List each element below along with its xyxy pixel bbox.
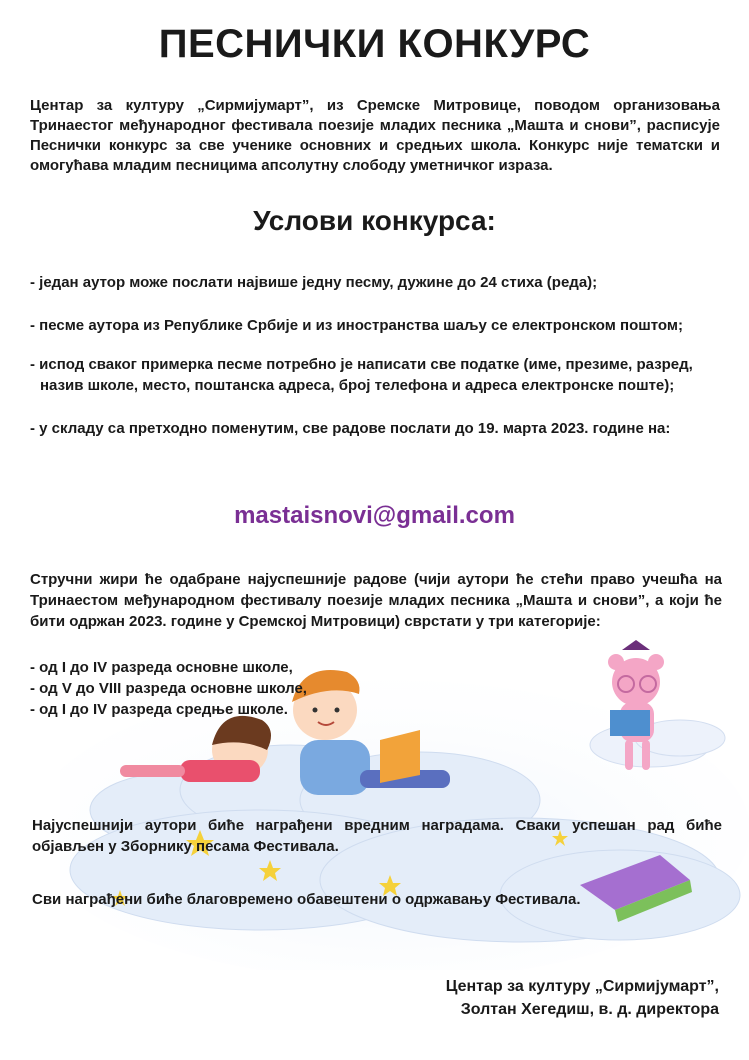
page-title: ПЕСНИЧКИ КОНКУРС [158, 22, 591, 66]
signature-director: Золтан Хегедиш, в. д. директора [460, 1001, 719, 1018]
category-item: - од I до IV разреда основне школе, [30, 659, 293, 676]
condition-item: - један аутор може послати највише једну песму, дужине до 24 стиха (реда); [30, 274, 598, 291]
category-item: - од I до IV разреда средње школе. [30, 701, 288, 718]
signature-block [446, 975, 719, 1021]
jury-paragraph: Стручни жири ће одабране најуспешније радове (чији аутори ће стећи право учешћа на Тринаестом међународном фестивалу поезије младих песника „Машта и снови”, а који ће бити одржан 2023. године у Сремској Митровици) сврстати у три категорије: [30, 571, 722, 630]
notification-paragraph: Сви награђени биће благовремено обавештени о одржавању Фестивала. [32, 891, 581, 908]
signature-organization: Центар за културу „Сирмијумарт”, [445, 978, 719, 995]
intro-paragraph: Центар за културу „Сирмијумарт”, из Сремске Митровице, поводом организовања Тринаестог међународног фестивала поезије младих песника „Машта и снови”, расписује Песнички конкурс за све ученике основних и средњих школа. Конкурс није тематски и омогућава младим песницима апсолутну слободу уметничког израза. [30, 97, 720, 174]
category-item: - од V до VIII разреда основне школе, [30, 680, 307, 697]
condition-item: - у складу са претходно поменутим, све радове послати до 19. марта 2023. године на: [30, 420, 671, 437]
awards-paragraph: Најуспешнији аутори биће награђени вредним наградама. Сваки успешан рад биће објављен у Зборнику песама Фестивала. [32, 817, 722, 855]
categories-list [30, 657, 307, 720]
condition-item: - песме аутора из Републике Србије и из иностранства шаљу се електронском поштом; [30, 317, 683, 334]
conditions-heading: Услови конкурса: [253, 205, 496, 236]
condition-item: - испод сваког примерка песме потребно је написати све податке (име, презиме, разред, назив школе, место, поштанска адреса, број телефона и адреса електронске поште); [30, 356, 693, 394]
contact-email[interactable]: mastaisnovi@gmail.com [234, 502, 515, 529]
